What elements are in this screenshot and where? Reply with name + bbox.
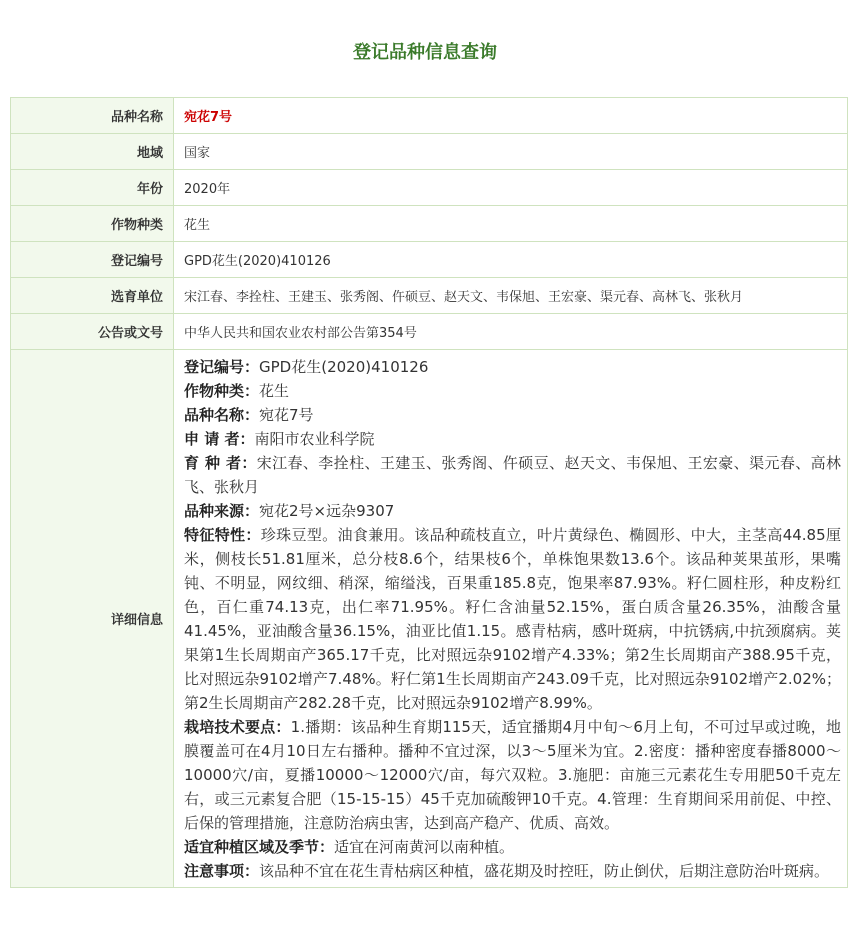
detail-key: 品种来源： xyxy=(184,502,260,520)
detail-key: 育 种 者： xyxy=(184,454,257,472)
detail-key: 特征特性： xyxy=(184,526,261,544)
label-variety-name: 品种名称 xyxy=(11,98,174,134)
value-variety-name: 宛花7号 xyxy=(174,98,848,134)
detail-text: 宛花7号 xyxy=(259,406,314,424)
detail-registration-number xyxy=(184,355,841,379)
label-region: 地域 xyxy=(11,134,174,170)
label-registration-number: 登记编号 xyxy=(11,242,174,278)
value-region: 国家 xyxy=(174,134,848,170)
detail-text: 适宜在河南黄河以南种植。 xyxy=(334,838,515,856)
row-variety-name xyxy=(11,98,848,134)
detail-cultivation xyxy=(184,715,841,835)
detail-crop-type xyxy=(184,379,841,403)
value-crop-type: 花生 xyxy=(174,206,848,242)
row-breeding-unit xyxy=(11,278,848,314)
detail-text: 1.播期：该品种生育期115天，适宜播期4月中旬～6月上旬，不可过早或过晚，地膜覆盖可在4月10日左右播种。播种不宜过深，以3～5厘米为宜。2.密度：播种密度春播8000～10000穴/亩，夏播10000～12000穴/亩，每穴双粒。3.施肥：亩施三元素花生专用肥50千克左右，或三元素复合肥（15-15-15）45千克加硫酸钾10千克。4.管理：生育期间采用前促、中控、后保的管理措施，注意防治病虫害，达到高产稳产、优质、高效。 xyxy=(184,718,841,832)
detail-suitable-region xyxy=(184,835,841,859)
detail-key: 注意事项： xyxy=(184,862,260,880)
row-region xyxy=(11,134,848,170)
value-announcement: 中华人民共和国农业农村部公告第354号 xyxy=(174,314,848,350)
detail-precautions xyxy=(184,859,841,883)
detail-text: 该品种不宜在花生青枯病区种植，盛花期及时控旺，防止倒伏，后期注意防治叶斑病。 xyxy=(259,862,830,880)
row-announcement xyxy=(11,314,848,350)
row-detail xyxy=(11,350,848,888)
detail-key: 作物种类： xyxy=(184,382,260,400)
detail-key: 栽培技术要点： xyxy=(184,718,291,736)
detail-variety-source xyxy=(184,499,841,523)
detail-characteristics xyxy=(184,523,841,715)
row-crop-type xyxy=(11,206,848,242)
detail-breeders xyxy=(184,451,841,499)
page-title: 登记品种信息查询 xyxy=(353,42,497,63)
detail-text: GPD花生(2020)410126 xyxy=(259,358,429,376)
row-registration-number xyxy=(11,242,848,278)
detail-text: 宋江春、李拴柱、王建玉、张秀阁、仵硕豆、赵天文、韦保旭、王宏豪、渠元春、高林飞、张秋月 xyxy=(184,454,841,496)
value-year: 2020年 xyxy=(174,170,848,206)
detail-key: 适宜种植区域及季节： xyxy=(184,838,335,856)
label-crop-type: 作物种类 xyxy=(11,206,174,242)
row-year xyxy=(11,170,848,206)
value-detail xyxy=(174,350,848,888)
detail-applicant xyxy=(184,427,841,451)
value-registration-number: GPD花生(2020)410126 xyxy=(174,242,848,278)
label-year: 年份 xyxy=(11,170,174,206)
detail-key: 申 请 者： xyxy=(184,430,255,448)
value-breeding-unit: 宋江春、李拴柱、王建玉、张秀阁、仵硕豆、赵天文、韦保旭、王宏豪、渠元春、高林飞、张秋月 xyxy=(174,278,848,314)
detail-text: 珍珠豆型。油食兼用。该品种疏枝直立，叶片黄绿色、椭圆形、中大，主茎高44.85厘米，侧枝长51.81厘米，总分枝8.6个，结果枝6个，单株饱果数13.6个。该品种荚果茧形，果嘴钝、不明显，网纹细、稍深，缩缢浅，百果重185.8克，饱果率87.93%。籽仁圆柱形，种皮粉红色，百仁重74.13克，出仁率71.95%。籽仁含油量52.15%，蛋白质含量26.35%，油酸含量41.45%，亚油酸含量36.15%，油亚比值1.15。感青枯病，感叶斑病，中抗锈病,中抗颈腐病。荚果第1生长周期亩产365.17千克，比对照远杂9102增产4.33%；第2生长周期亩产388.95千克，比对照远杂9102增产7.48%。籽仁第1生长周期亩产243.09千克，比对照远杂9102增产2.02%；第2生长周期亩产282.28千克，比对照远杂9102增产8.99%。 xyxy=(184,526,841,712)
detail-variety-name xyxy=(184,403,841,427)
variety-info-table xyxy=(10,97,848,888)
label-detail: 详细信息 xyxy=(11,350,174,888)
detail-key: 品种名称： xyxy=(184,406,260,424)
label-breeding-unit: 选育单位 xyxy=(11,278,174,314)
detail-text: 花生 xyxy=(259,382,290,400)
detail-key: 登记编号： xyxy=(184,358,260,376)
detail-text: 南阳市农业科学院 xyxy=(254,430,375,448)
label-announcement: 公告或文号 xyxy=(11,314,174,350)
detail-text: 宛花2号×远杂9307 xyxy=(259,502,395,520)
